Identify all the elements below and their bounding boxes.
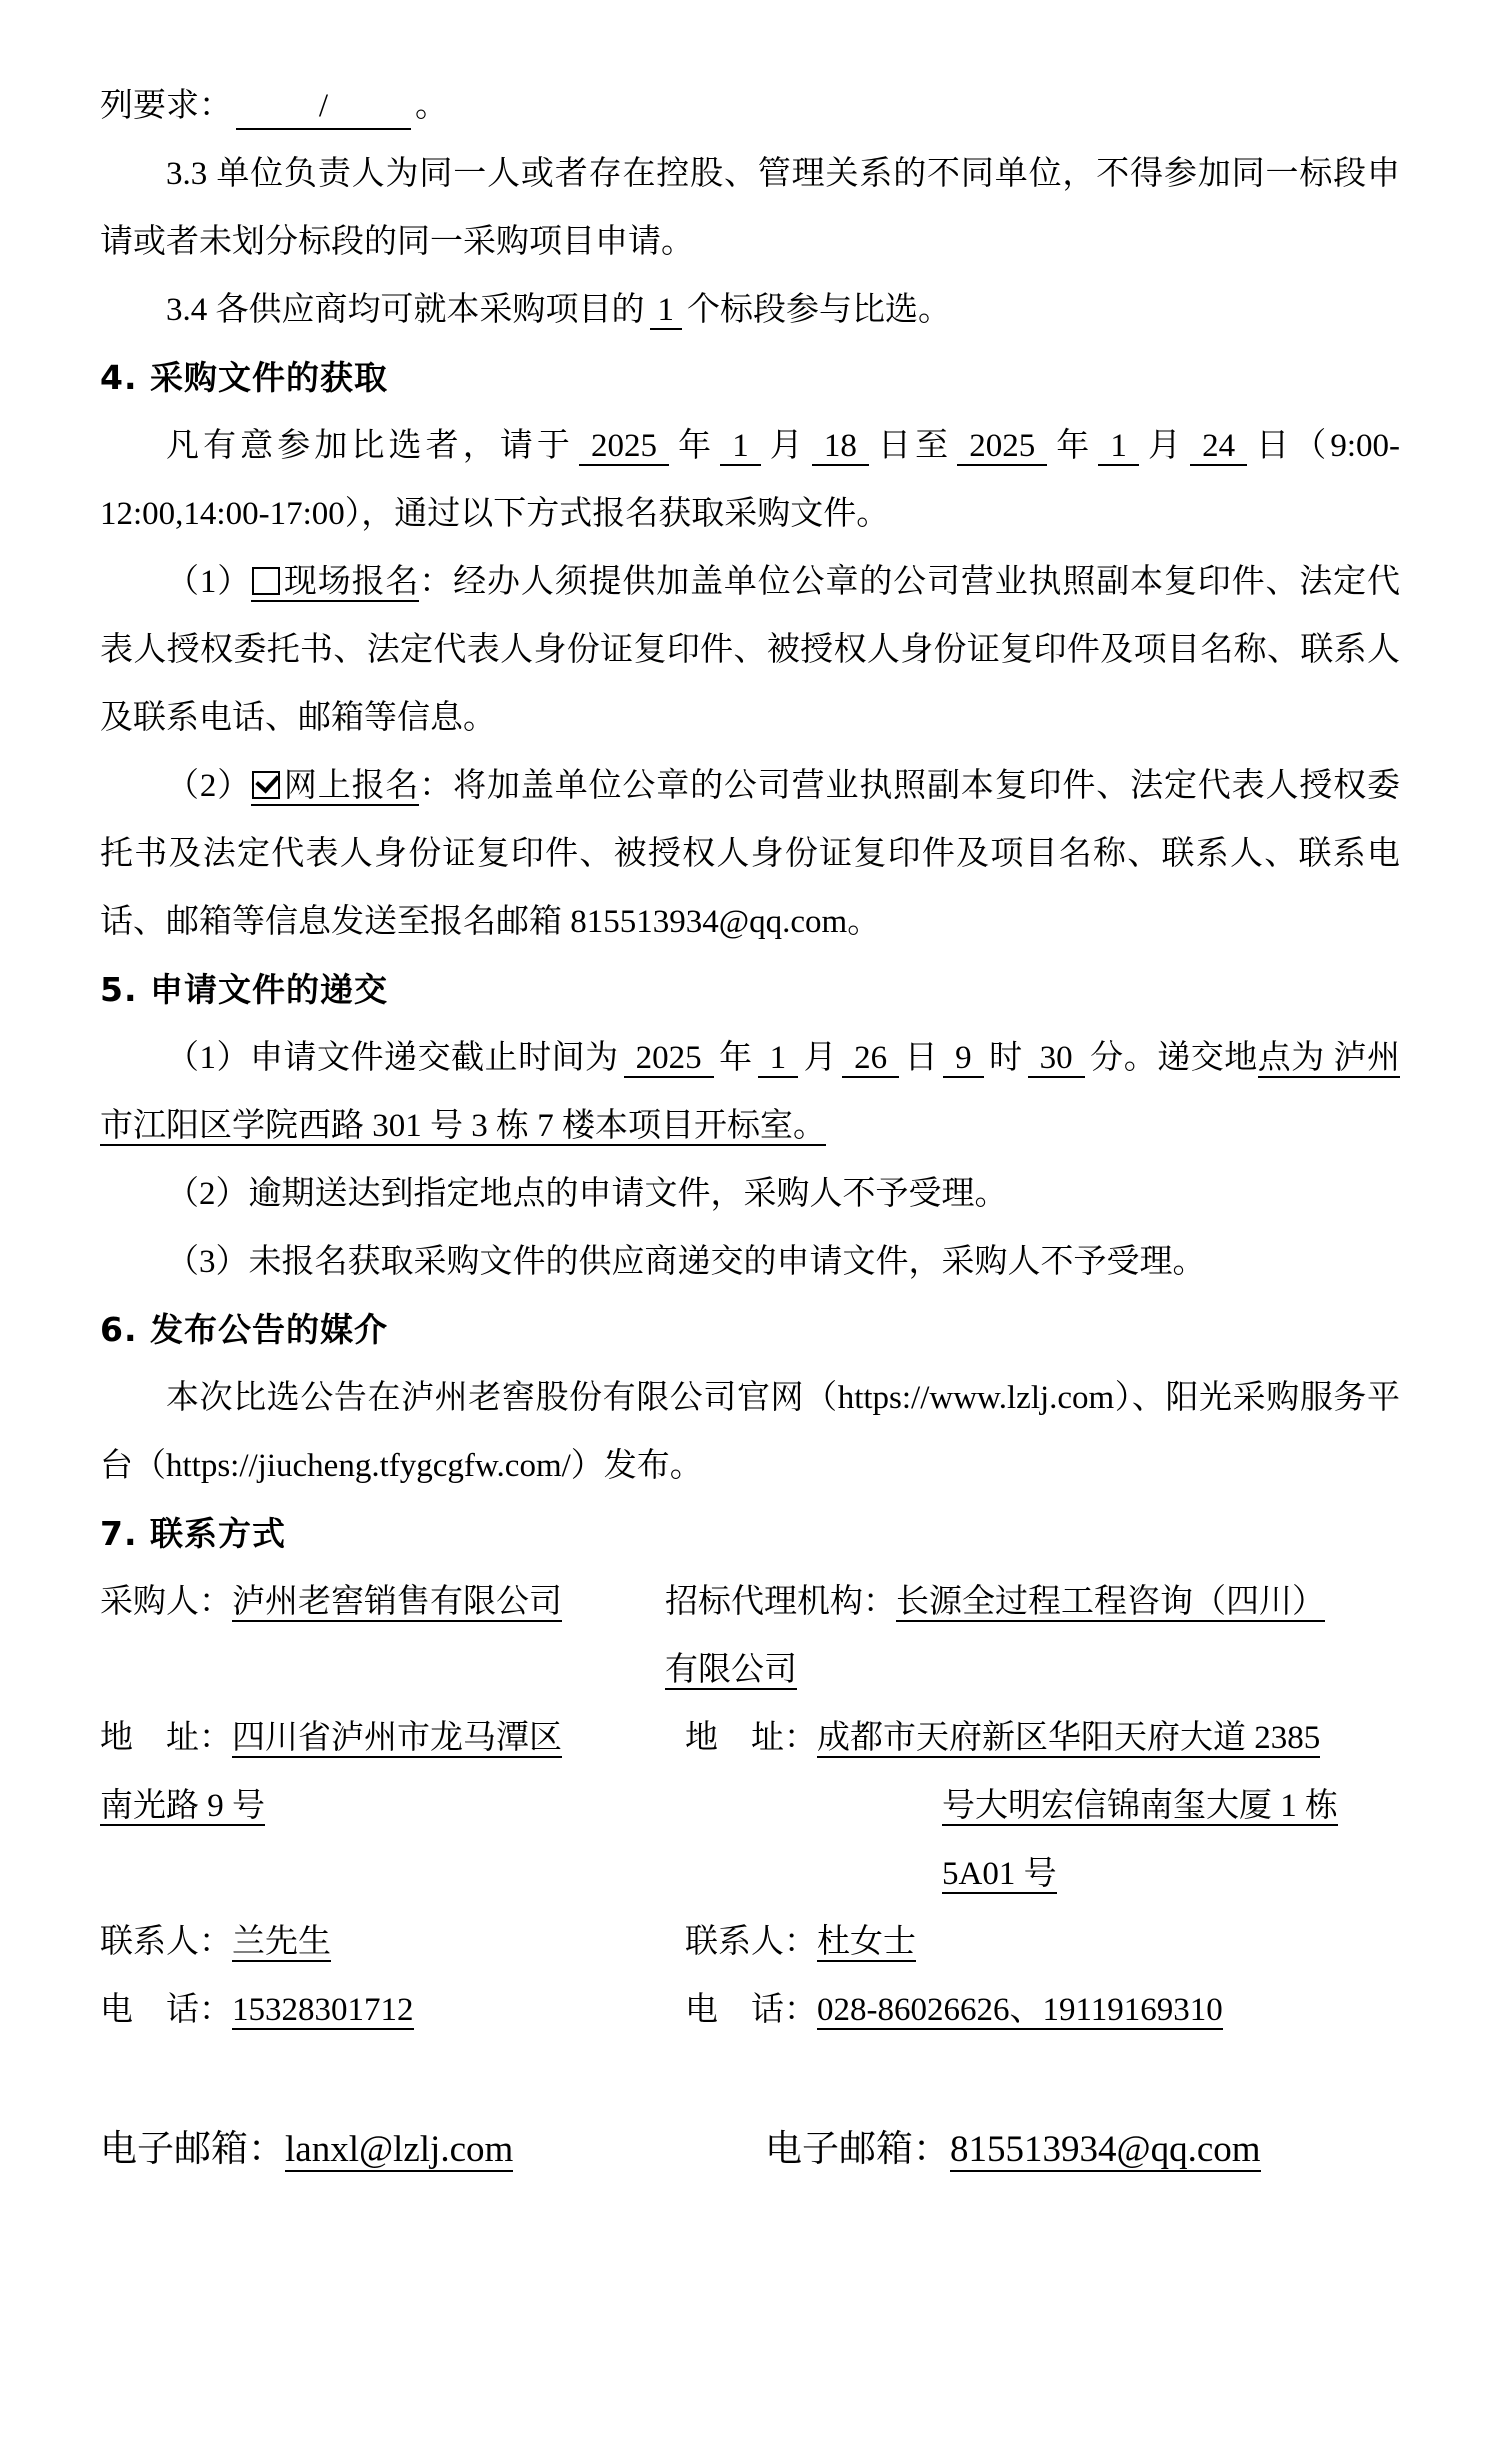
text-segment: 凡有意参加比选者，请于 — [166, 428, 575, 464]
purchaser-contact-value: 兰先生 — [232, 1924, 331, 1960]
end-month-value: 1 — [1098, 428, 1139, 466]
agency-address-cell — [665, 1704, 1400, 1908]
purchaser-phone-cell — [100, 1976, 665, 2044]
purchaser-name-value: 泸州老窖销售有限公司 — [232, 1584, 562, 1620]
contact-label: 联系人： — [100, 1924, 232, 1960]
blank-slash-field: / — [236, 85, 411, 130]
agency-name-value-line1: 长源全过程工程咨询（四川） — [896, 1584, 1325, 1620]
purchaser-email-cell — [100, 2044, 665, 2184]
agency-phone-value: 028-86026626、19119169310 — [817, 1992, 1223, 2028]
start-year-value: 2025 — [579, 428, 669, 466]
purchaser-address-cell — [100, 1704, 665, 1840]
text-segment: 将加盖单位公章的公司营业执照副本复印件、法定代表人授权委托书及法定代表人身份证复印件、被授权人身份证复印件及项目名称、联系人、联系电话、邮箱等信息发送至报名邮箱 815513934@qq.com。 — [100, 768, 1401, 940]
requirements-prefix: 列要求： — [100, 88, 232, 124]
colon: ： — [419, 564, 454, 600]
submission-deadline-clause — [100, 1024, 1400, 1160]
agency-phone-cell — [665, 1976, 1400, 2044]
agency-label: 招标代理机构： — [665, 1584, 896, 1620]
clause-3-3: 3.3 单位负责人为同一人或者存在控股、管理关系的不同单位，不得参加同一标段申请或者未划分标段的同一采购项目申请。 — [100, 156, 1400, 260]
purchaser-address-line1: 四川省泸州市龙马潭区 — [232, 1720, 562, 1756]
agency-address-line2: 号大明宏信锦南玺大厦 1 栋 — [942, 1788, 1338, 1824]
year-label: 年 — [1052, 428, 1094, 464]
year-label: 年 — [674, 428, 716, 464]
text-segment: 分。递交地 — [1089, 1040, 1258, 1076]
lot-count-value: 1 — [650, 292, 683, 330]
unregistered-submission-clause: （3）未报名获取采购文件的供应商递交的申请文件，采购人不予受理。 — [166, 1244, 1206, 1280]
end-year-value: 2025 — [957, 428, 1047, 466]
deadline-month-value: 1 — [758, 1040, 799, 1078]
item-number: （2） — [166, 768, 252, 804]
year-label: 年 — [718, 1040, 753, 1076]
month-label: 月 — [1143, 428, 1186, 464]
agency-contact-cell — [665, 1908, 1400, 1976]
agency-contact-value: 杜女士 — [817, 1924, 916, 1960]
colon: ： — [419, 768, 454, 804]
email-label: 电子邮箱： — [100, 2129, 285, 2170]
submission-location-value: 点为 泸州市江阳区学院西路 301 号 3 栋 7 楼本项目开标室。 — [100, 1040, 1400, 1144]
online-method-field — [251, 768, 419, 806]
agency-email-value: 815513934@qq.com — [950, 2129, 1261, 2170]
purchaser-email-value: lanxl@lzlj.com — [285, 2129, 514, 2170]
month-label: 月 — [803, 1040, 838, 1076]
item-number: （1） — [166, 564, 252, 600]
section-5-heading: 5. 申请文件的递交 — [100, 970, 388, 1009]
purchaser-label: 采购人： — [100, 1584, 232, 1620]
section-6-heading: 6. 发布公告的媒介 — [100, 1310, 388, 1349]
requirements-line — [100, 72, 1400, 140]
text-segment: 经办人须提供加盖单位公章的公司营业执照副本复印件、法定代表人授权委托书、法定代表人身份证复印件、被授权人身份证复印件及项目名称、联系人及联系电话、邮箱等信息。 — [100, 564, 1401, 736]
deadline-minute-value: 30 — [1028, 1040, 1085, 1078]
to-label: 日至 — [873, 428, 953, 464]
text-segment: 日（9:00-12:00,14:00-17:00），通过以下方式报名获取采购文件。 — [100, 428, 1400, 532]
purchaser-phone-value: 15328301712 — [232, 1992, 414, 2028]
section-4-heading: 4. 采购文件的获取 — [100, 358, 388, 397]
onsite-checkbox — [252, 567, 280, 595]
start-month-value: 1 — [720, 428, 761, 466]
end-day-value: 24 — [1190, 428, 1247, 466]
phone-label: 电 话： — [100, 1992, 232, 2028]
clause-3-4 — [100, 276, 1400, 344]
purchaser-address-line2: 南光路 9 号 — [100, 1788, 265, 1824]
contact-label: 联系人： — [685, 1924, 817, 1960]
text-segment: 3.4 各供应商均可就本采购项目的 — [166, 292, 645, 328]
address-label: 地 址： — [100, 1720, 232, 1756]
purchaser-contact-cell — [100, 1908, 665, 1976]
text-segment: （1）申请文件递交截止时间为 — [166, 1040, 619, 1076]
deadline-hour-value: 9 — [943, 1040, 984, 1078]
deadline-year-value: 2025 — [624, 1040, 714, 1078]
phone-label: 电 话： — [685, 1992, 817, 2028]
start-day-value: 18 — [812, 428, 869, 466]
day-label: 日 — [904, 1040, 939, 1076]
month-label: 月 — [765, 428, 807, 464]
late-submission-clause: （2）逾期送达到指定地点的申请文件，采购人不予受理。 — [166, 1176, 1008, 1212]
deadline-day-value: 26 — [842, 1040, 899, 1078]
email-label: 电子邮箱： — [765, 2129, 950, 2170]
agency-email-cell — [665, 2044, 1400, 2184]
agency-address-line3: 5A01 号 — [942, 1856, 1057, 1892]
onsite-method-label: 现场报名 — [283, 564, 420, 600]
online-method-label: 网上报名 — [283, 768, 420, 804]
online-registration-clause — [100, 752, 1400, 956]
announcement-media-clause: 本次比选公告在泸州老窖股份有限公司官网（https://www.lzlj.com）、阳光采购服务平台（https://jiucheng.tfygcgfw.com/）发布。 — [100, 1380, 1400, 1484]
requirements-suffix: 。 — [415, 88, 448, 124]
purchaser-cell — [100, 1568, 665, 1636]
agency-cell — [665, 1568, 1400, 1704]
acquisition-period-clause — [100, 412, 1400, 548]
agency-address-line1: 成都市天府新区华阳天府大道 2385 — [817, 1720, 1321, 1756]
text-segment: 个标段参与比选。 — [687, 292, 951, 328]
agency-name-value-line2: 有限公司 — [665, 1652, 797, 1688]
section-7-heading: 7. 联系方式 — [100, 1514, 286, 1553]
address-label: 地 址： — [685, 1720, 817, 1756]
onsite-registration-clause — [100, 548, 1400, 752]
hour-label: 时 — [988, 1040, 1023, 1076]
online-checkbox — [252, 771, 280, 799]
onsite-method-field — [251, 564, 419, 602]
contact-info-table — [100, 1568, 1400, 2184]
